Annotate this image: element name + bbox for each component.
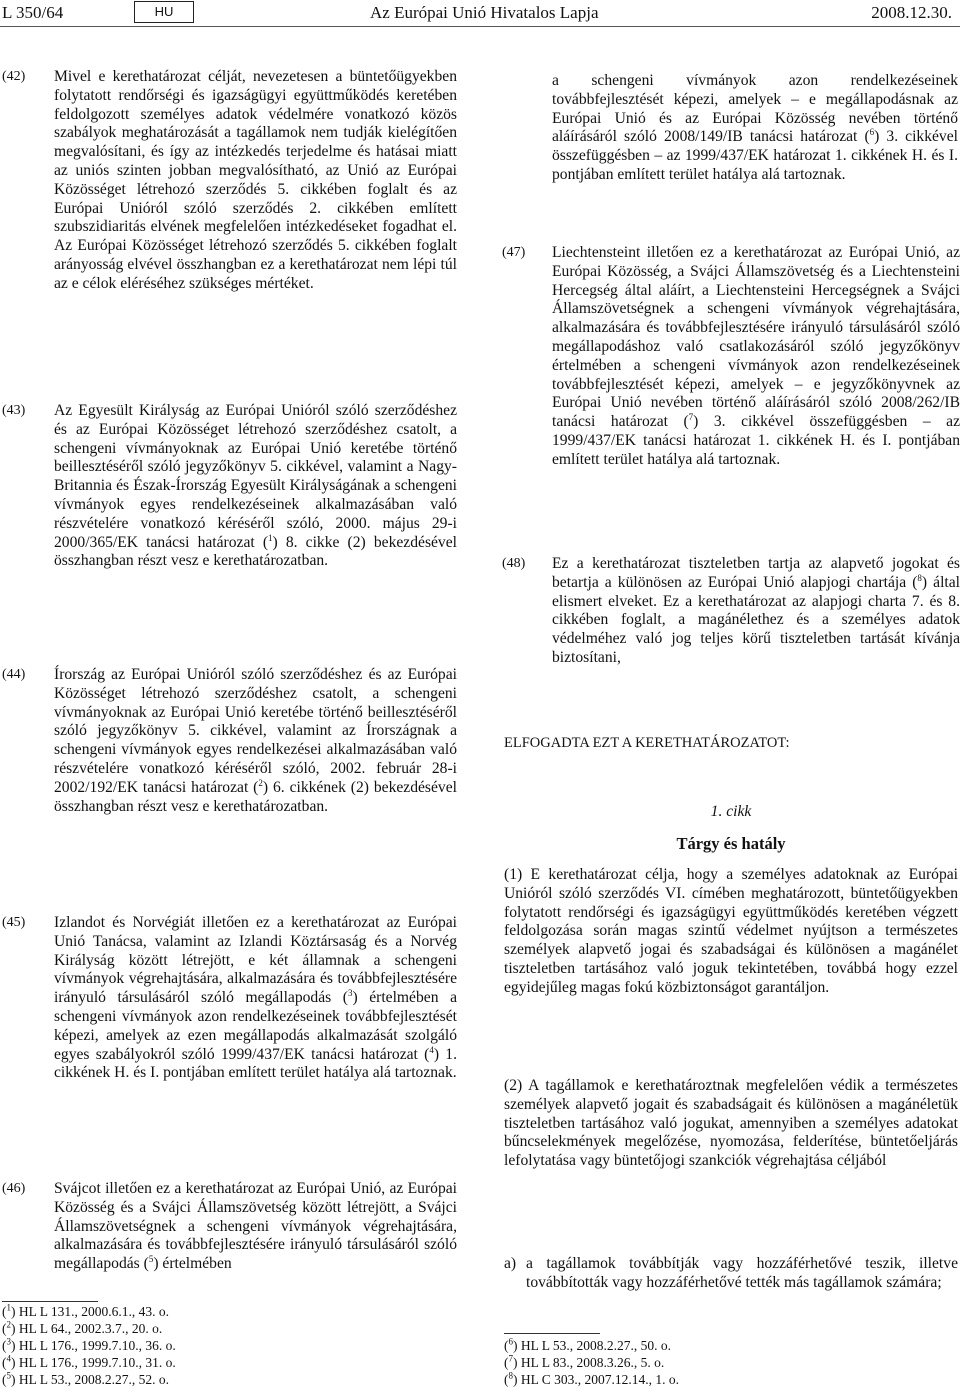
article-point-a <box>504 1255 958 1313</box>
footnote-ref: 5 <box>148 1254 154 1264</box>
footnote-ref: 6 <box>869 127 875 138</box>
recital-number: (45) <box>2 915 26 930</box>
recital-number: (46) <box>2 1181 26 1196</box>
footnote: ($^1$) HL L 131., 2000.6.1., 43. o. <box>2 1302 169 1319</box>
recital-text: Mivel e kerethatározat célját, nevezetesen a büntetőügyekben folytatott rendőrségi és igazságügyi együttműködés keretében feldolgozott személyes adatok védelmére vonatkozó közös szabályok meghatározását a tagállamok nem tudják kielégítően megvalósítani, és így az intézkedés terjedelme és hatásai miatt az uniós szinten jobban megvalósítható, az Unió az Európai Közösséget létrehozó szerződés 5. cikkében foglalt és az Európai Unióról szóló szerződés 2. cikkében említett szubszidiaritás elvének megfelelően intézkedéseket fogadhat el. Az Európai Közösséget létrehozó szerződés 5. cikkében foglalt arányosság elvével összhangban ez a kerethatározat nem lépi túl az e célok eléréséhez szükséges mértéket. <box>54 68 457 292</box>
recital-text: Az Egyesült Királyság az Európai Unióról szóló szerződéshez és az Európai Közösséget létrehozó szerződéshez csatolt, a schengeni vívmányoknak az Európai Unió keretébe történő beillesztéséről szóló jegyzőkönyv 5. cikkével, valamint a Nagy-Britannia és Észak-Írország Egyesült Királyságának a schengeni vívmányok egyes rendelkezéseinek alkalmazásában való részvételére vonatkozó kéréséről szóló, 2000. május 29-i 2000/365/EK tanácsi határozat ($^1$) 8. cikke (2) bekezdésével összhangban részt vesz e kerethatározatban. <box>54 402 457 570</box>
footnote-separator <box>504 1333 600 1334</box>
article-title: Tárgy és hatály <box>676 834 786 853</box>
point-text: a tagállamok továbbítják vagy hozzáférhetővé teszik, illetve továbbították vagy hozzáférhetővé tették más tagállamok számára; <box>526 1255 958 1291</box>
recital-44 <box>2 666 458 846</box>
article-paragraph-2: (2) A tagállamok e kerethatároztnak megfelelően védik a természetes személyek alapvető jogait és szabadságait és különösen a magánéletük tiszteletben tartásához való jogukat, amennyiben a személyes adatokat bűncselekmények megelőzése, nyomozása, felderítése, büntetőeljárás lefolytatása vagy büntetőjogi szankciók végrehajtása céljából <box>504 1077 958 1170</box>
recital-number: (42) <box>2 69 26 84</box>
recital-47 <box>502 244 960 504</box>
adoption-formula: ELFOGADTA EZT A KERETHATÁROZATOT: <box>504 735 790 751</box>
footnote: ($^2$) HL L 64., 2002.3.7., 20. o. <box>2 1319 163 1336</box>
article-paragraph-1: (1) E kerethatározat célja, hogy a személyes adatoknak az Európai Unióról szóló szerződés VI. címében meghatározott, büntetőügyekben folytatott rendőrségi és igazságügyi együttműködés keretében végzett feldolgozása során magas szintű védelmet nyújtson a természetes személyek alapvető jogai és szabadságai és különösen a magánélet tiszteletben tartásához való joguk tekintetében, továbbá hogy ezzel egyidejűleg magas fokú közbiztonságot garantáljon. <box>504 866 958 996</box>
footnote-separator <box>2 1301 98 1302</box>
article-number: 1. cikk <box>710 803 752 820</box>
recital-number: (44) <box>2 667 26 682</box>
recital-48 <box>502 555 960 675</box>
page-reference: L 350/64 <box>2 3 64 22</box>
recital-46-continued: a schengeni vívmányok azon rendelkezéseinek továbbfejlesztését képezi, amelyek – e megállapodásnak az Európai Unió és az Európai Közösség nevében történő aláírásáról szóló 2008/149/IB tanácsi határozat ($^6$) 3. cikkével összefüggésben – az 1999/437/EK határozat 1. cikkének H. és I. pontjában említett terület hatálya alá tartoznak. <box>552 72 958 183</box>
language-badge: HU <box>134 1 194 23</box>
recital-text: Svájcot illetően ez a kerethatározat az Európai Unió, az Európai Közösség és a Svájci Államszövetség között létrejött, a Svájci Államszövetségnek a schengeni vívmányok végrehajtására, alkalmazására és továbbfejlesztésére irányuló társulásáról szóló megállapodás ($^5$) értelmében <box>54 1180 457 1273</box>
recital-text: Írország az Európai Unióról szóló szerződéshez és az Európai Közösséget létrehozó szerződéshez csatolt, a schengeni vívmányoknak az Európai Unió keretébe történő beillesztéséről szóló jegyzőkönyv 5. cikkével, valamint az Írországnak a schengeni vívmányok egyes rendelkezései alkalmazásában való részvételére vonatkozó kéréséről szóló, 2002. február 28-i 2002/192/EK tanácsi határozat ($^2$) 6. cikkének (2) bekezdésével összhangban részt vesz e kerethatározatban. <box>54 666 457 815</box>
recital-45 <box>2 914 458 1114</box>
footnote-ref: 4 <box>429 1044 434 1055</box>
journal-title: Az Európai Unió Hivatalos Lapja <box>370 3 599 22</box>
page-header <box>0 0 960 26</box>
recital-42 <box>2 68 458 336</box>
footnote: ($^6$) HL L 53., 2008.2.27., 50. o. <box>504 1336 671 1353</box>
footnote-ref: 7 <box>688 411 694 422</box>
header-rule <box>0 26 960 27</box>
recital-text: Izlandot és Norvégiát illetően ez a kerethatározat az Európai Unió Tanácsa, valamint az Izlandi Köztársaság és a Norvég Királyság között létrejött, e két államnak a schengeni vívmányok végrehajtására, alkalmazására és továbbfejlesztésére irányuló társulásáról szóló megállapodás ($^3$) értelmében a schengeni vívmányok azon rendelkezéseinek továbbfejlesztését képezi, amelyek az ezen megállapodás alkalmazását szolgáló egyes szabályokról szóló 1999/437/EK tanácsi határozat ($^4$) 1. cikkének H. és I. pontjában említett terület hatálya alá tartoznak. <box>54 914 457 1082</box>
footnote: ($^8$) HL C 303., 2007.12.14., 1. o. <box>504 1370 679 1387</box>
point-label: a) <box>504 1255 517 1272</box>
footnote: ($^3$) HL L 176., 1999.7.10., 36. o. <box>2 1336 176 1353</box>
recital-text: Ez a kerethatározat tiszteletben tartja az alapvető jogokat és betartja a különösen az Európai Unió alapjogi chartája ($^8$) által elismert elveket. Ez a kerethatározat az alapjogi charta 7. és 8. cikkében foglalt, a magánélethez és a személyes adatok védelméhez való jog teljes körű tiszteletben tartását kívánja biztosítani, <box>552 555 960 666</box>
footnote-ref: 2 <box>258 777 263 788</box>
footnote: ($^7$) HL L 83., 2008.3.26., 5. o. <box>504 1353 665 1370</box>
footnote-ref: 8 <box>917 572 922 583</box>
recital-43 <box>2 402 458 602</box>
recital-46 <box>2 1180 458 1280</box>
recital-number: (47) <box>502 245 526 260</box>
footnote-ref: 1 <box>268 532 273 543</box>
publication-date: 2008.12.30. <box>871 3 952 22</box>
recital-number: (43) <box>2 403 26 418</box>
footnote: ($^4$) HL L 176., 1999.7.10., 31. o. <box>2 1353 176 1370</box>
footnote-ref: 3 <box>347 988 353 998</box>
recital-number: (48) <box>502 556 526 571</box>
footnote: ($^5$) HL L 53., 2008.2.27., 52. o. <box>2 1370 169 1387</box>
recital-text: Liechtensteint illetően ez a kerethatározat az Európai Unió, az Európai Közösség, a Svájci Államszövetség és a Liechtensteini Hercegség által aláírt, a Liechtensteini Hercegségnek a Svájci Államszövetségnek a schengeni vívmányok végrehajtására, alkalmazására és továbbfejlesztésére irányuló társulásáról szóló megállapodáshoz való csatlakozásáról szóló jegyzőkönyv értelmében a schengeni vívmányok azon rendelkezéseinek továbbfejlesztését képezi, amelyek – e jegyzőkönyvnek az Európai Unió nevében történő aláírásáról szóló 2008/262/IB tanácsi határozat ($^7$) 3. cikkével összefüggésben – az 1999/437/EK tanácsi határozat 1. cikkének H. és I. pontjában említett terület hatálya alá tartoznak. <box>552 244 960 468</box>
